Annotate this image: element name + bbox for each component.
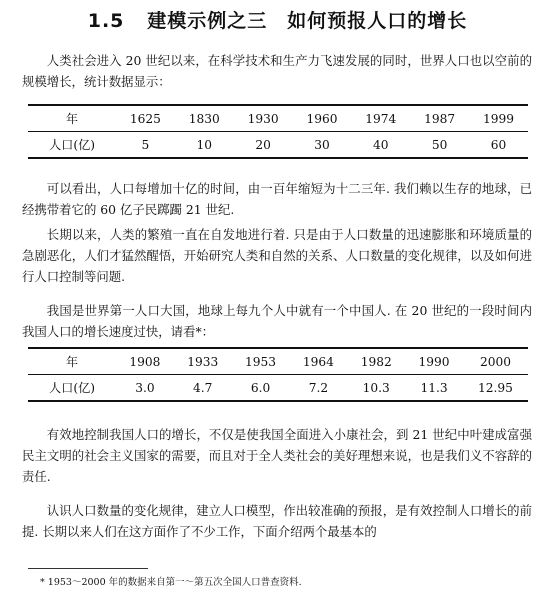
- year-cell: 1964: [289, 348, 347, 375]
- population-cell: 7.2: [308, 380, 329, 395]
- world-population-table: [28, 104, 528, 159]
- population-cell: 60: [490, 137, 507, 152]
- year-cell: 1974: [351, 105, 410, 132]
- population-cell: 10.3: [362, 380, 390, 395]
- table-row: [28, 375, 528, 402]
- year-cell: 1930: [234, 105, 293, 132]
- year-cell: 1625: [116, 105, 175, 132]
- row-header-population: 人口(亿): [48, 138, 96, 152]
- year-cell: 2000: [463, 348, 528, 375]
- row-header-population: 人口(亿): [48, 381, 96, 395]
- paragraph-china: 我国是世界第一人口大国，地球上每九个人中就有一个中国人. 在 20 世纪的一段时间内我国人口的增长速度过快，请看*：: [22, 303, 532, 339]
- section-number: 1.5: [87, 10, 125, 32]
- population-cell: 30: [314, 137, 330, 152]
- paragraph-control: 有效地控制我国人口的增长，不仅是使我国全面进入小康社会，到 21 世纪中叶建成富强民主文明的社会主义国家的需要，而且对于全人类社会的美好理想来说，也是我们义不容辞的责任.: [22, 427, 532, 484]
- row-header-year: 年: [28, 105, 116, 132]
- year-cell: 1960: [293, 105, 352, 132]
- population-cell: 12.95: [478, 380, 513, 395]
- population-cell: 20: [255, 137, 271, 152]
- population-cell: 50: [431, 137, 448, 152]
- paragraph-intro: 人类社会进入 20 世纪以来，在科学技术和生产力飞速发展的同时，世界人口也以空前的规模增长，统计数据显示：: [22, 53, 532, 89]
- population-cell: 4.7: [193, 380, 213, 395]
- year-cell: 1987: [410, 105, 469, 132]
- year-cell: 1982: [347, 348, 405, 375]
- year-cell: 1999: [469, 105, 528, 132]
- section-title: 建模示例之三 如何预报人口的增长: [147, 10, 468, 32]
- year-cell: 1953: [232, 348, 290, 375]
- year-cell: 1933: [174, 348, 232, 375]
- china-population-table: [28, 347, 528, 402]
- population-cell: 11.3: [420, 380, 448, 395]
- population-cell: 6.0: [250, 380, 271, 395]
- population-cell: 5: [141, 137, 150, 152]
- population-cell: 10: [196, 137, 213, 152]
- footnote-divider: [28, 568, 148, 569]
- year-cell: 1990: [405, 348, 463, 375]
- table-row: [28, 348, 528, 375]
- population-cell: 3.0: [135, 380, 155, 395]
- paragraph-history: 长期以来，人类的繁殖一直在自发地进行着. 只是由于人口数量的迅速膨胀和环境质量的急剧恶化，人们才猛然醒悟，开始研究人类和自然的关系、人口数量的变化规律，以及如何进行人口控制等问题.: [22, 227, 532, 284]
- paragraph-modeling: 认识人口数量的变化规律，建立人口模型，作出较准确的预报，是有效控制人口增长的前提. 长期以来人们在这方面作了不少工作，下面介绍两个最基本的: [22, 503, 532, 539]
- year-cell: 1830: [175, 105, 234, 132]
- table-row: [28, 132, 528, 159]
- row-header-year: 年: [28, 348, 116, 375]
- paragraph-observation: 可以看出，人口每增加十亿的时间，由一百年缩短为十二三年. 我们赖以生存的地球，已经携带着它的 60 亿子民踯躅 21 世纪.: [22, 181, 532, 217]
- year-cell: 1908: [116, 348, 174, 375]
- section-heading: [0, 6, 555, 33]
- table-row: [28, 105, 528, 132]
- population-cell: 40: [373, 137, 389, 152]
- footnote: * 1953～2000 年的数据来自第一～第五次全国人口普查资料.: [40, 577, 302, 588]
